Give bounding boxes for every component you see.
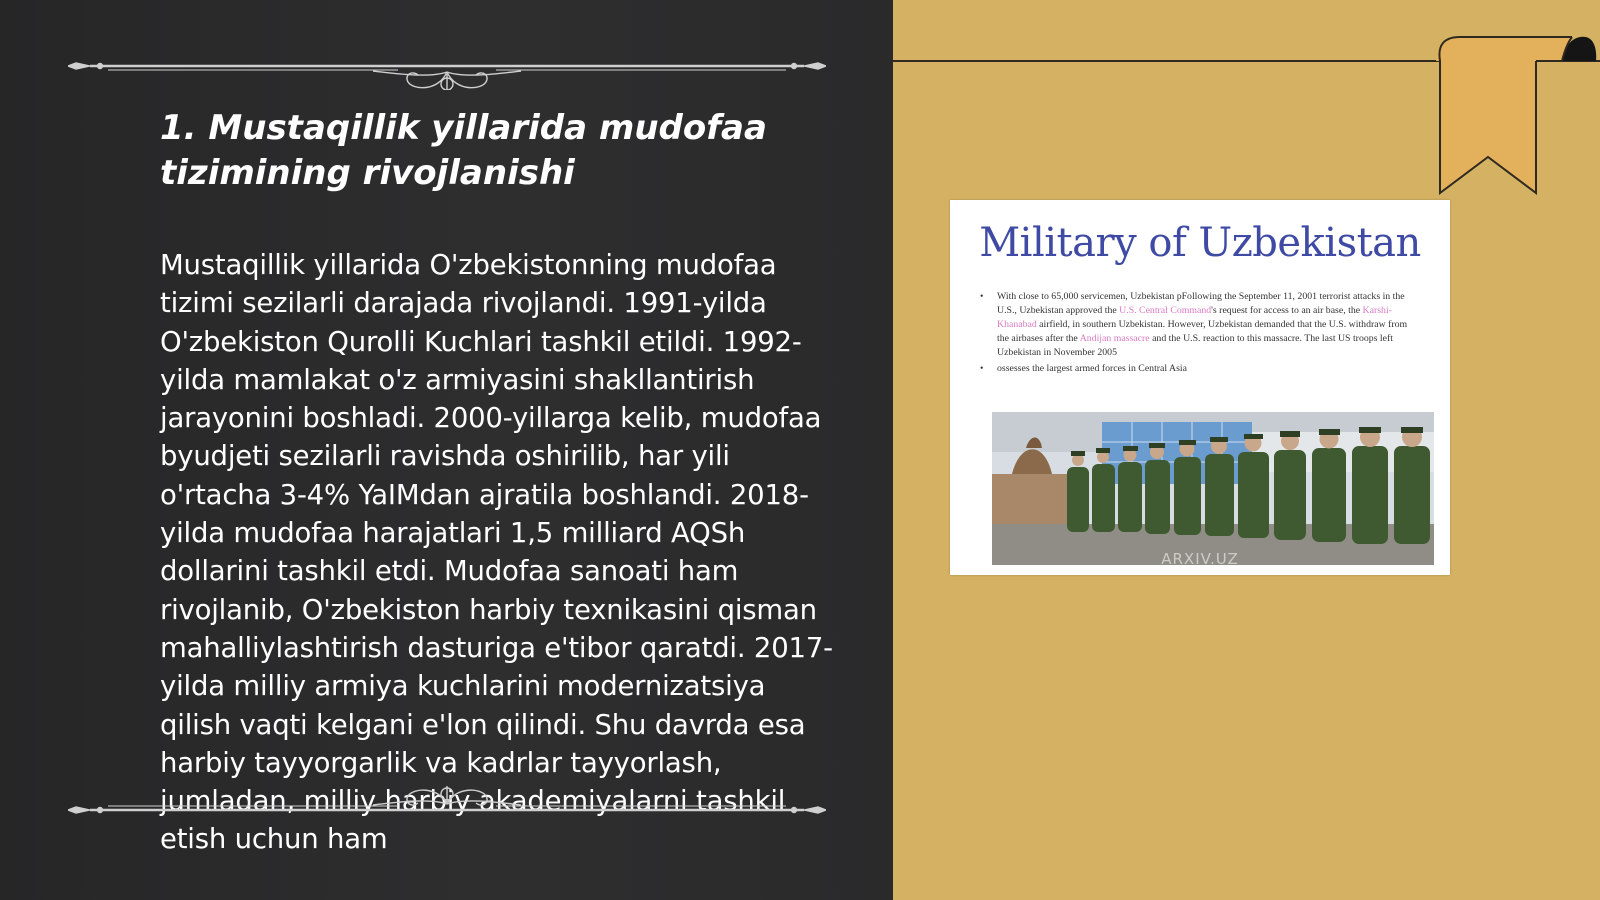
- card-bullet-text: With close to 65,000 servicemen, Uzbekistan pFollowing the September 11, 2001 terrorist attacks in the U.S., Uzbekistan approved the: [997, 291, 1405, 316]
- card-bullet-item: [980, 290, 1420, 360]
- slide-body-text: Mustaqillik yillarida O'zbekistonning mudofaa tizimi sezilarli darajada rivojlandi. 1991-yilda O'zbekiston Qurolli Kuchlari tashkil etildi. 1992-yilda mamlakat o'z armiyasini shakllantirish jarayonini boshladi. 2000-yillarga kelib, mudofaa byudjeti sezilarli ravishda oshirilib, har yili o'rtacha 3-4% YaIMdan ajratila boshlandi. 2018-yilda mudofaa harajatlari 1,5 milliard AQSh dollarini tashkil etdi. Mudofaa sanoati ham rivojlanib, O'zbekiston harbiy texnikasini qisman mahalliylashtirish dasturiga e'tibor qaratdi. 2017-yilda milliy armiya kuchlarini modernizatsiya qilish vaqti kelgani e'lon qilindi. Shu davrda esa harbiy tayyorgarlik va kadrlar tayyorlash, jumladan, milliy harbiy akademiyalarni tashkil etish uchun ham: [160, 249, 833, 856]
- card-bullet-item: [980, 362, 1420, 376]
- ribbon-bookmark-icon: [1436, 35, 1598, 195]
- ornament-divider-bottom: [68, 786, 826, 832]
- card-watermark: ARXIV.UZ: [1161, 550, 1239, 568]
- card-bullet-list: [980, 290, 1420, 378]
- ornament-divider-top: [68, 44, 826, 90]
- card-link-andijan[interactable]: Andijan massacre: [1079, 333, 1150, 344]
- soldiers-photo: [992, 412, 1434, 565]
- card-heading: Military of Uzbekistan: [979, 220, 1421, 266]
- card-link-central-command[interactable]: U.S. Central Command: [1119, 305, 1212, 316]
- card-bullet-text: ossesses the largest armed forces in Central Asia: [997, 363, 1187, 374]
- card-bullet-text: 's request for access to an air base, the: [1211, 305, 1363, 316]
- military-image-card: [950, 200, 1450, 575]
- card-bullet-text: and the U.S. reaction to this massacre. The last US troops left Uzbekistan in November 2005: [997, 333, 1393, 358]
- card-bullet-text: airfield, in southern Uzbekistan. However, Uzbekistan demanded that the U.S. withdraw from the airbases after the: [997, 319, 1408, 344]
- slide-title: 1. Mustaqillik yillarida mudofaa tizimining rivojlanishi: [160, 108, 767, 193]
- card-link-karshi-khanabad[interactable]: Karshi-Khanabad: [997, 305, 1392, 330]
